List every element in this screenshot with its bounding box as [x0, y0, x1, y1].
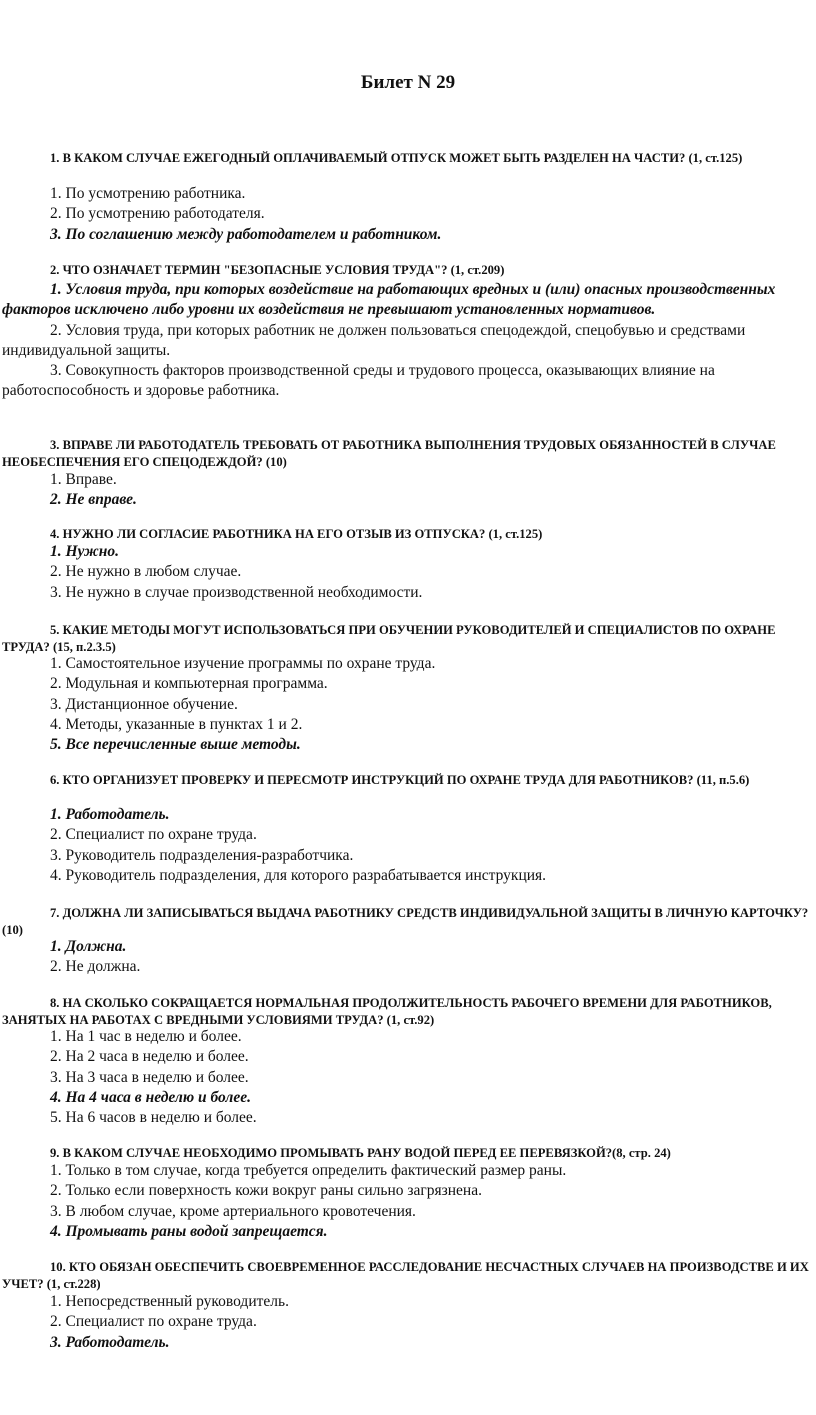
question-6-options [2, 805, 810, 886]
correct-option: 1. Условия труда, при которых воздействие на работающих вредных и (или) опасных производственных факторов исключено либо уровни их воздействия не превышают установленных нормативов. [2, 281, 776, 319]
option: 1. Вправе. [50, 471, 117, 488]
correct-option: 2. Не вправе. [50, 491, 137, 509]
option: 1. По усмотрению работника. [50, 185, 246, 202]
option: 2. По усмотрению работодателя. [50, 205, 265, 223]
option: 4. Руководитель подразделения, для которого разрабатывается инструкция. [50, 866, 547, 884]
correct-option: 3. По соглашению между работодателем и работником. [50, 225, 442, 243]
correct-option: 3. Работодатель. [50, 1333, 170, 1351]
question-6: 6. КТО ОРГАНИЗУЕТ ПРОВЕРКУ И ПЕРЕСМОТР ИНСТРУКЦИЙ ПО ОХРАНЕ ТРУДА ДЛЯ РАБОТНИКОВ? (11, п.5.6) [50, 773, 750, 787]
question-8: 8. НА СКОЛЬКО СОКРАЩАЕТСЯ НОРМАЛЬНАЯ ПРОДОЛЖИТЕЛЬНОСТЬ РАБОЧЕГО ВРЕМЕНИ ДЛЯ РАБОТНИКОВ, ЗАНЯТЫХ НА РАБОТАХ С ВРЕДНЫМИ УСЛОВИЯМИ ТРУДА? (1, ст.92) [2, 996, 772, 1027]
question-9: 9. В КАКОМ СЛУЧАЕ НЕОБХОДИМО ПРОМЫВАТЬ РАНУ ВОДОЙ ПЕРЕД ЕЕ ПЕРЕВЯЗКОЙ?(8, стр. 24) [50, 1146, 671, 1160]
question-5-options [2, 654, 810, 755]
question-1: 1. В КАКОМ СЛУЧАЕ ЕЖЕГОДНЫЙ ОПЛАЧИВАЕМЫЙ ОТПУСК МОЖЕТ БЫТЬ РАЗДЕЛЕН НА ЧАСТИ? (1, ст.125) [50, 151, 743, 165]
option: 1. На 1 час в неделю и более. [50, 1028, 242, 1045]
option: 3. Не нужно в случае производственной необходимости. [50, 583, 423, 601]
question-1-options [2, 184, 810, 245]
option: 3. На 3 часа в неделю и более. [50, 1068, 249, 1086]
option: 3. Дистанционное обучение. [50, 695, 238, 713]
option: 2. Специалист по охране труда. [50, 826, 257, 844]
option: 3. Руководитель подразделения-разработчика. [50, 846, 354, 864]
question-8-options [2, 1027, 810, 1128]
option: 3. Совокупность факторов производственной среды и трудового процесса, оказывающих влияние на работоспособность и здоровье работника. [2, 362, 715, 400]
question-7-options [2, 937, 810, 978]
option: 4. Методы, указанные в пунктах 1 и 2. [50, 715, 303, 733]
option: 2. Только если поверхность кожи вокруг раны сильно загрязнена. [50, 1182, 482, 1200]
question-4-options [2, 542, 810, 603]
page-title: Билет N 29 [360, 72, 456, 93]
question-10-options [2, 1292, 810, 1353]
option: 2. Модульная и компьютерная программа. [50, 675, 328, 693]
question-7: 7. ДОЛЖНА ЛИ ЗАПИСЫВАТЬСЯ ВЫДАЧА РАБОТНИКУ СРЕДСТВ ИНДИВИДУАЛЬНОЙ ЗАЩИТЫ В ЛИЧНУЮ КАРТОЧКУ? (10) [2, 906, 809, 937]
correct-option: 4. Промывать раны водой запрещается. [50, 1222, 328, 1240]
question-9-options [2, 1161, 810, 1242]
correct-option: 1. Должна. [50, 938, 127, 955]
option: 5. На 6 часов в неделю и более. [50, 1109, 257, 1127]
question-4: 4. НУЖНО ЛИ СОГЛАСИЕ РАБОТНИКА НА ЕГО ОТЗЫВ ИЗ ОТПУСКА? (1, ст.125) [50, 527, 543, 541]
correct-option: 5. Все перечисленные выше методы. [50, 736, 301, 754]
option: 1. Самостоятельное изучение программы по охране труда. [50, 655, 436, 672]
option: 2. Не нужно в любом случае. [50, 563, 242, 581]
question-2-options [2, 280, 810, 402]
correct-option: 1. Нужно. [50, 543, 120, 560]
question-2: 2. ЧТО ОЗНАЧАЕТ ТЕРМИН "БЕЗОПАСНЫЕ УСЛОВИЯ ТРУДА"? (1, ст.209) [50, 263, 505, 277]
option: 2. Специалист по охране труда. [50, 1313, 257, 1331]
option: 1. Только в том случае, когда требуется определить фактический размер раны. [50, 1162, 567, 1179]
correct-option: 4. На 4 часа в неделю и более. [50, 1088, 252, 1106]
question-5: 5. КАКИЕ МЕТОДЫ МОГУТ ИСПОЛЬЗОВАТЬСЯ ПРИ ОБУЧЕНИИ РУКОВОДИТЕЛЕЙ И СПЕЦИАЛИСТОВ ПО ОХРАНЕ ТРУДА? (15, п.2.3.5) [2, 623, 776, 654]
correct-option: 1. Работодатель. [50, 806, 170, 823]
option: 2. Не должна. [50, 958, 141, 976]
option: 3. В любом случае, кроме артериального кровотечения. [50, 1202, 416, 1220]
option: 1. Непосредственный руководитель. [50, 1293, 289, 1310]
option: 2. Условия труда, при которых работник не должен пользоваться спецодеждой, спецобувью и средствами индивидуальной защиты. [2, 321, 746, 359]
question-3-options [2, 470, 810, 511]
option: 2. На 2 часа в неделю и более. [50, 1048, 249, 1066]
question-3: 3. ВПРАВЕ ЛИ РАБОТОДАТЕЛЬ ТРЕБОВАТЬ ОТ РАБОТНИКА ВЫПОЛНЕНИЯ ТРУДОВЫХ ОБЯЗАННОСТЕЙ В СЛУЧАЕ НЕОБЕСПЕЧЕНИЯ ЕГО СПЕЦОДЕЖДОЙ? (10) [2, 438, 776, 469]
question-10: 10. КТО ОБЯЗАН ОБЕСПЕЧИТЬ СВОЕВРЕМЕННОЕ РАССЛЕДОВАНИЕ НЕСЧАСТНЫХ СЛУЧАЕВ НА ПРОИЗВОДСТВЕ И ИХ УЧЕТ? (1, ст.228) [2, 1260, 809, 1291]
